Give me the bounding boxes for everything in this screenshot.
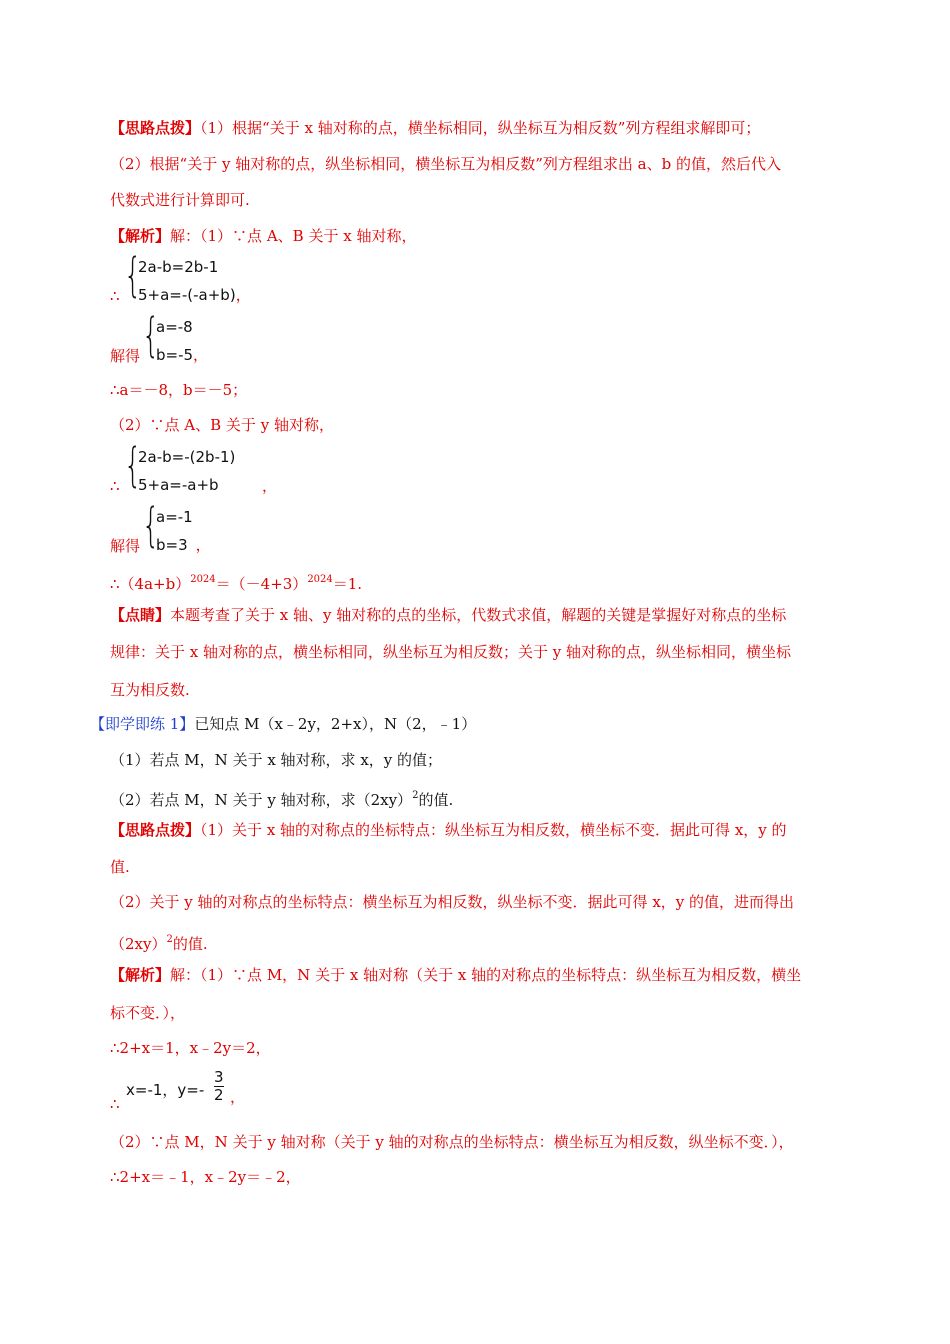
ex-solution-tag: 【解析】 — [110, 966, 171, 984]
step-2: （2）∵点 A、B 关于 y 轴对称， — [110, 416, 334, 434]
comma: ， — [262, 477, 278, 495]
exercise-question-1: （1）若点 M，N 关于 x 轴对称，求 x，y 的值； — [110, 751, 443, 769]
ex-solution-line-5: ∴2+x＝﹣1，x﹣2y＝﹣2， — [110, 1168, 301, 1186]
result-1: ∴a＝－8，b＝－5； — [110, 381, 248, 399]
solution-intro-text: 解：（1）∵点 A、B 关于 x 轴对称， — [170, 227, 417, 245]
hint-tag: 【思路点拨】 — [110, 119, 201, 137]
equation-row: a=-1 — [156, 508, 193, 526]
ex-solution-line-1: 【解析】解：（1）∵点 M，N 关于 x 轴对称（关于 x 轴的对称点的坐标特点：纵坐标互为相反数，横坐 — [110, 966, 802, 984]
equation-row: 2a-b=-(2b-1) — [138, 448, 236, 466]
equation-row: a=-8 — [156, 318, 193, 336]
therefore-symbol: ∴ — [110, 477, 120, 495]
jiede-label: 解得 — [110, 537, 141, 555]
exercise-tag: 【即学即练 1】 — [90, 715, 195, 733]
therefore-symbol: ∴ — [110, 1095, 120, 1113]
ex-solution-line-3: ∴2+x＝1，x﹣2y＝2， — [110, 1039, 271, 1057]
hint-line-3: 代数式进行计算即可. — [110, 191, 250, 209]
hint-line-2: （2）根据“关于 y 轴对称的点，纵坐标相同，横坐标互为相反数”列方程组求出 a、b 的值，然后代入 — [110, 155, 781, 173]
brace-system-2: { — [124, 438, 142, 492]
fraction-three-halves: $\frac{3}{2}$ — [214, 1068, 224, 1104]
comment-tag: 【点睛】 — [110, 606, 171, 624]
comment-line-2: 规律：关于 x 轴对称的点，横坐标相同，纵坐标互为相反数；关于 y 轴对称的点，纵坐标相同，横坐标 — [110, 643, 792, 661]
ex-hint-line-2: 值. — [110, 858, 130, 876]
ex-solution-line-4: （2）∵点 M，N 关于 y 轴对称（关于 y 轴的对称点的坐标特点：横坐标互为相反数，纵坐标不变．）， — [110, 1133, 794, 1151]
solution-intro — [110, 226, 416, 246]
result-2: $\therefore(4a+b)^{2024}=(-4+3)^{2024}=1$. — [110, 574, 363, 593]
comment-line-3: 互为相反数. — [110, 681, 190, 699]
equation-row: 5+a=-(-a+b)， — [138, 286, 251, 304]
therefore-symbol: ∴ — [110, 287, 120, 305]
hint-line-1 — [110, 118, 760, 138]
jiede-label: 解得 — [110, 347, 141, 365]
exercise-stem: 【即学即练 1】已知点 M（x﹣2y，2+x），N（2，﹣1） — [90, 715, 477, 733]
exercise-question-2: （2）若点 M，N 关于 y 轴对称，求$(2xy)^2$的值. — [110, 790, 454, 809]
equation-row: b=3 ， — [156, 536, 211, 554]
ex-hint-line-3: （2）关于 y 轴的对称点的坐标特点：横坐标互为相反数，纵坐标不变．据此可得 x，y 的值，进而得出 — [110, 893, 795, 911]
equation-row: b=-5， — [156, 346, 209, 364]
ex-hint-line-4: $(2xy)^2$的值. — [110, 934, 208, 953]
comment-line-1: 【点睛】本题考查了关于 x 轴、y 轴对称的点的坐标，代数式求值，解题的关键是掌握好对称点的坐标 — [110, 606, 787, 624]
equation-row: 2a-b=2b-1 — [138, 258, 219, 276]
ex-solution-line-2: 标不变．）， — [110, 1004, 186, 1022]
ex-hint-line-1: 【思路点拨】（1）关于 x 轴的对称点的坐标特点：纵坐标互为相反数，横坐标不变．据此可得 x，y 的 — [110, 821, 787, 839]
brace-system-1: { — [124, 248, 142, 302]
ex-hint-tag: 【思路点拨】 — [110, 821, 201, 839]
comma: ， — [230, 1088, 246, 1106]
equation-row: 5+a=-a+b — [138, 476, 219, 494]
solution-tag: 【解析】 — [110, 227, 171, 245]
brace-solution-1: { — [142, 308, 160, 362]
brace-solution-2: { — [142, 498, 160, 552]
hint-text-1: （1）根据“关于 x 轴对称的点，横坐标相同，纵坐标互为相反数”列方程组求解即可； — [200, 119, 761, 137]
